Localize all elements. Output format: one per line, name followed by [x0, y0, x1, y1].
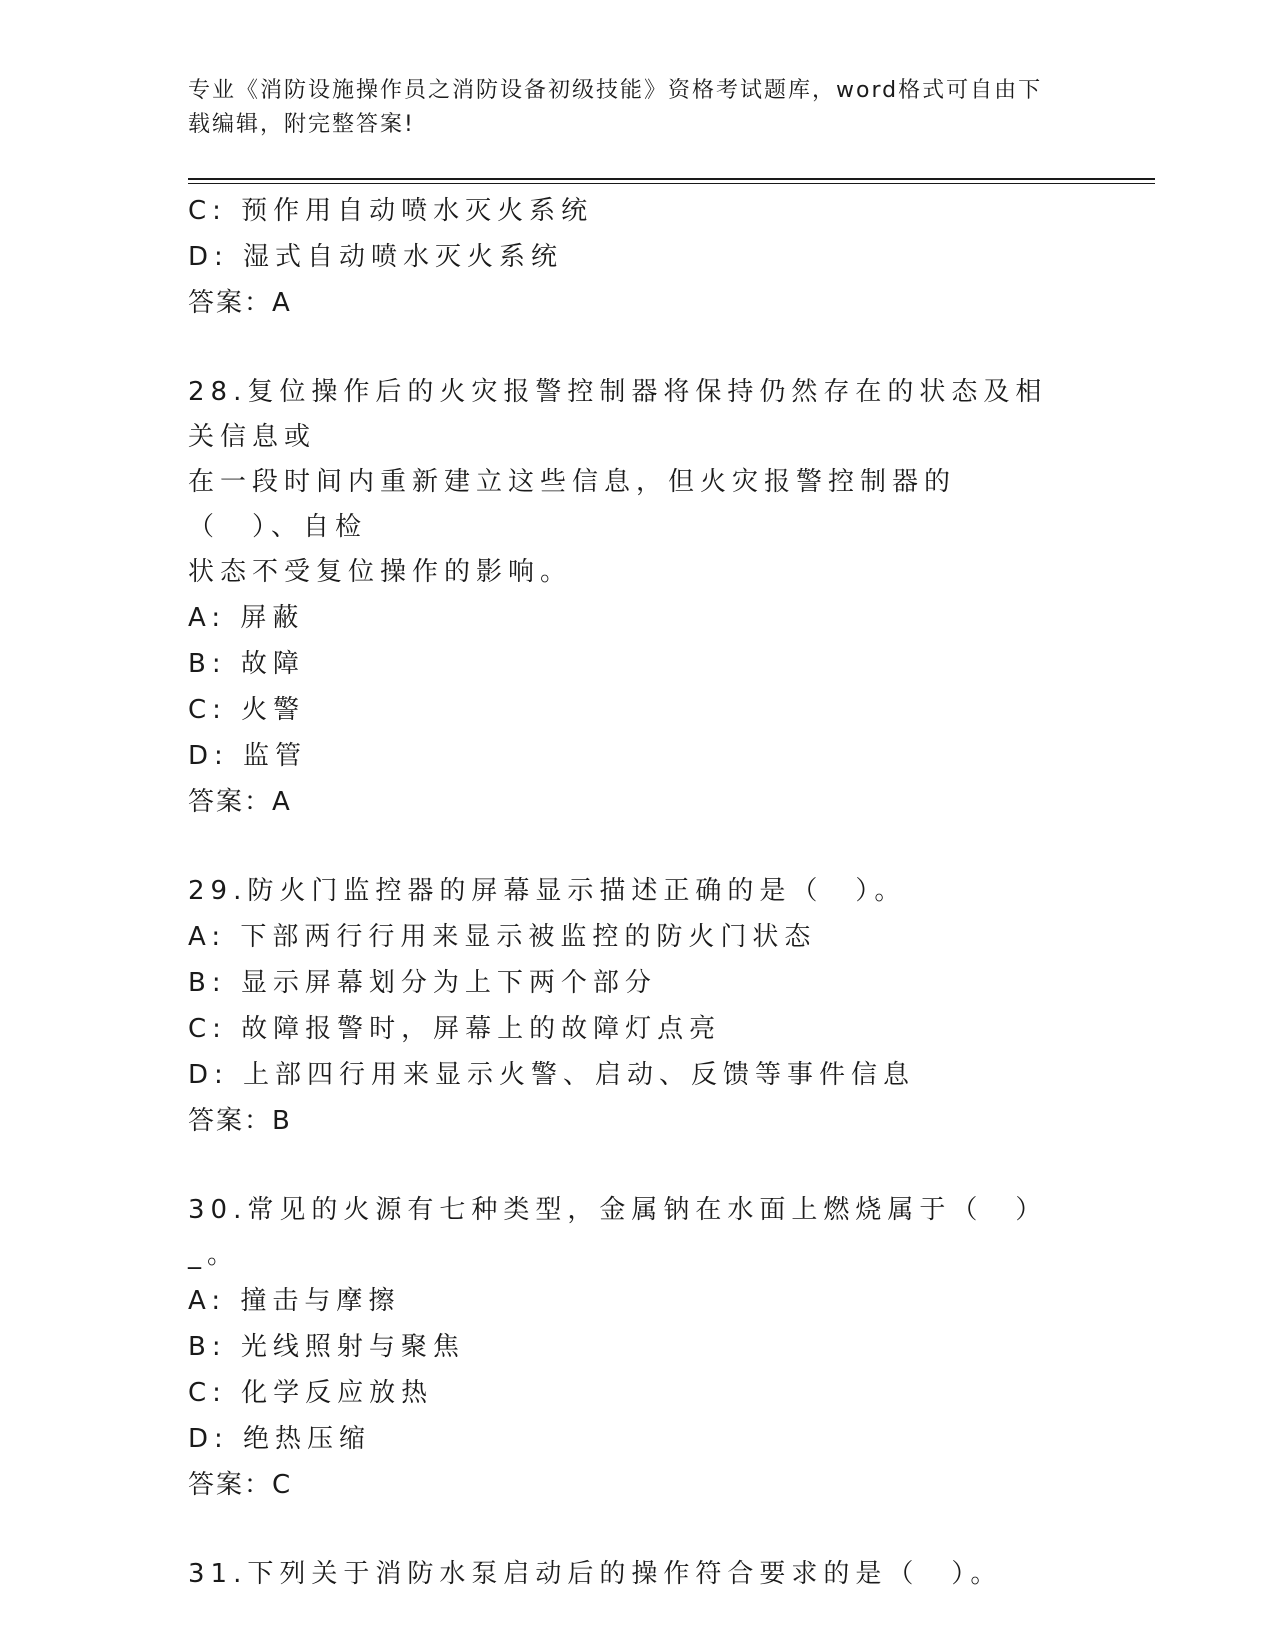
question-28 — [188, 370, 1088, 825]
stem-line: 31.下列关于消防水泵启动后的操作符合要求的是（ ）。 — [188, 1559, 1003, 1589]
option-d: D: 上部四行用来显示火警、启动、反馈等事件信息 — [188, 1060, 916, 1090]
question-29 — [188, 869, 1088, 1144]
header-line-2: 载编辑，附完整答案! — [188, 112, 415, 137]
option-c: C: 化学反应放热 — [188, 1378, 434, 1408]
option-c: C: 预作用自动喷水灭火系统 — [188, 196, 594, 226]
spacer — [188, 1508, 1088, 1552]
question-stem — [188, 1552, 1068, 1597]
stem-line: 状态不受复位操作的影响。 — [188, 557, 573, 587]
option-d: D: 监管 — [188, 741, 308, 771]
option-b: B: 显示屏幕划分为上下两个部分 — [188, 968, 657, 998]
option-b: B: 故障 — [188, 649, 305, 679]
stem-line: 30.常见的火源有七种类型，金属钠在水面上燃烧属于（ ）_。 — [188, 1195, 1048, 1270]
header-line-1: 专业《消防设施操作员之消防设备初级技能》资格考试题库，word格式可自由下 — [188, 78, 1043, 103]
option-b: B: 光线照射与聚焦 — [188, 1332, 465, 1362]
previous-question-tail — [188, 188, 1088, 326]
option-a: A: 下部两行行用来显示被监控的防火门状态 — [188, 922, 817, 952]
option-c: C: 故障报警时，屏幕上的故障灯点亮 — [188, 1014, 722, 1044]
option-d: D: 湿式自动喷水灭火系统 — [188, 242, 564, 272]
question-stem — [188, 869, 1068, 914]
spacer — [188, 326, 1088, 370]
option-a: A: 撞击与摩擦 — [188, 1286, 401, 1316]
header-divider-thick — [188, 178, 1155, 180]
answer-line: 答案：A — [188, 288, 292, 318]
question-content — [188, 188, 1088, 1597]
spacer — [188, 825, 1088, 869]
question-30 — [188, 1188, 1088, 1508]
stem-line: 在一段时间内重新建立这些信息，但火灾报警控制器的（ ）、自检 — [188, 467, 957, 542]
answer-line: 答案：A — [188, 787, 292, 817]
option-c: C: 火警 — [188, 695, 306, 725]
question-stem — [188, 370, 1068, 595]
question-stem — [188, 1188, 1068, 1278]
header-divider-thin — [188, 183, 1155, 184]
option-a: A: 屏蔽 — [188, 603, 305, 633]
spacer — [188, 1144, 1088, 1188]
stem-line: 29.防火门监控器的屏幕显示描述正确的是（ ）。 — [188, 876, 907, 906]
stem-line: 28.复位操作后的火灾报警控制器将保持仍然存在的状态及相关信息或 — [188, 377, 1048, 452]
question-31 — [188, 1552, 1088, 1597]
option-d: D: 绝热压缩 — [188, 1424, 372, 1454]
answer-line: 答案：C — [188, 1470, 293, 1500]
answer-line: 答案：B — [188, 1106, 292, 1136]
document-header — [188, 74, 1088, 142]
